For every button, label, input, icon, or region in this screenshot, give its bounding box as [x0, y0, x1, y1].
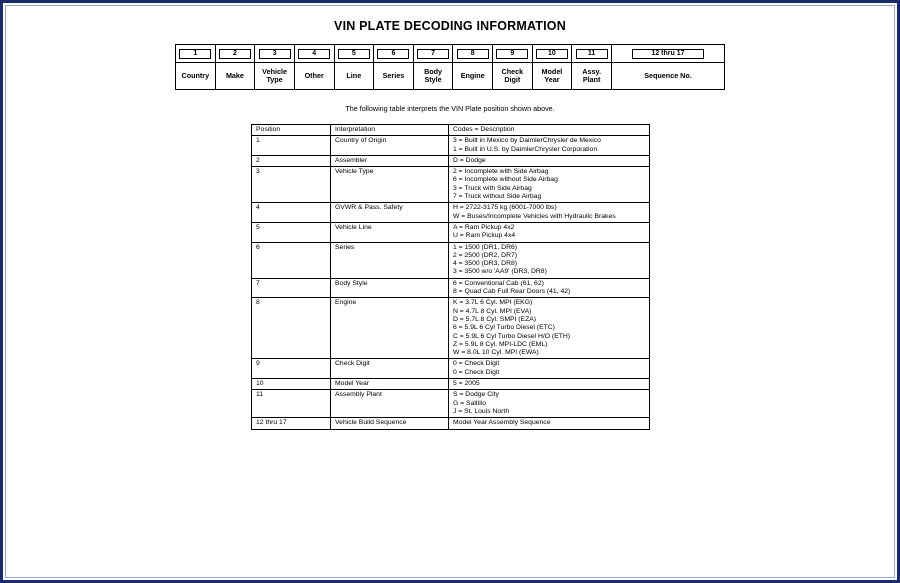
vin-position-name-text: Check Digit — [501, 67, 524, 84]
codes-cell — [449, 379, 650, 390]
vin-position-number: 6 — [377, 49, 409, 59]
codes-cell — [449, 242, 650, 278]
vin-position-number: 9 — [496, 49, 528, 59]
position-cell: 9 — [252, 359, 331, 379]
interpretation-cell: Vehicle Type — [331, 167, 449, 203]
vin-position-name-text: Body Style — [424, 67, 443, 84]
code-line: N = 4.7L 8 Cyl. MPI (EVA) — [453, 307, 532, 315]
vin-position-number: 8 — [457, 49, 489, 59]
code-line: 2 = Incomplete with Side Airbag — [453, 168, 549, 176]
vin-position-name: Make — [215, 63, 255, 90]
codes-cell — [449, 298, 650, 359]
vin-position-number: 11 — [576, 49, 608, 59]
vin-position-number: 4 — [298, 49, 330, 59]
code-line: D = Dodge — [453, 156, 486, 164]
code-line: W = Buses/Incomplete Vehicles with Hydraulic Brakes — [453, 212, 616, 220]
table-row — [252, 136, 650, 156]
vin-position-name: Line — [334, 63, 374, 90]
vin-position-name — [572, 63, 612, 90]
position-cell: 12 thru 17 — [252, 418, 331, 429]
vin-position-number: 2 — [219, 49, 251, 59]
table-row — [252, 379, 650, 390]
code-line: W = 8.0L 10 Cyl. MPI (EWA) — [453, 349, 539, 357]
code-line: Z = 5.9L 8 Cyl. MPI-LDC (EML) — [453, 340, 548, 348]
intro-text: The following table interprets the VIN Plate position shown above. — [345, 104, 555, 113]
vin-position-name-text: Assy. Plant — [582, 67, 601, 84]
vin-decoding-table — [251, 124, 650, 430]
code-line: U = Ram Pickup 4x4 — [453, 232, 516, 240]
table-row — [252, 222, 650, 242]
vin-position-name — [413, 63, 453, 90]
code-line: D = 5.7L 8 Cyl. SMPI (EZA) — [453, 315, 537, 323]
position-cell: 3 — [252, 167, 331, 203]
code-line: 6 = 5.9L 6 Cyl Turbo Diesel (ETC) — [453, 324, 555, 332]
codes-cell — [449, 418, 650, 429]
interpretation-cell: GVWR & Pass. Safety — [331, 203, 449, 223]
vin-position-name-text: Model Year — [541, 67, 563, 84]
vin-position-name — [493, 63, 533, 90]
table-row — [252, 167, 650, 203]
vin-position-number: 7 — [417, 49, 449, 59]
position-cell: 4 — [252, 203, 331, 223]
interpretation-cell: Vehicle Build Sequence — [331, 418, 449, 429]
vin-position-name — [532, 63, 572, 90]
codes-cell — [449, 278, 650, 298]
position-cell: 8 — [252, 298, 331, 359]
vin-position-name: Series — [374, 63, 414, 90]
code-line: 0 = Check Digit — [453, 368, 500, 376]
vin-position-number: 5 — [338, 49, 370, 59]
code-line: Model Year Assembly Sequence — [453, 419, 551, 427]
vin-position-number-row — [176, 45, 725, 63]
table-row — [252, 203, 650, 223]
code-line: 4 = 3500 (DR3, DR8) — [453, 260, 518, 268]
vin-decoding-table-body — [252, 125, 650, 430]
interpretation-cell: Vehicle Line — [331, 222, 449, 242]
code-line: 6 = Conventional Cab (61, 62) — [453, 279, 544, 287]
vin-position-name: Sequence No. — [612, 63, 725, 90]
column-header-codes: Codes = Description — [449, 125, 650, 136]
codes-cell — [449, 155, 650, 166]
vin-position-diagram — [175, 44, 725, 90]
interpretation-cell: Series — [331, 242, 449, 278]
position-cell: 6 — [252, 242, 331, 278]
codes-cell — [449, 390, 650, 418]
table-row — [252, 155, 650, 166]
vin-position-name-text: Vehicle Type — [262, 67, 287, 84]
table-row — [252, 418, 650, 429]
code-line: 2 = 2500 (DR2, DR7) — [453, 251, 518, 259]
position-cell: 5 — [252, 222, 331, 242]
table-row — [252, 390, 650, 418]
vin-position-name-row — [176, 63, 725, 90]
column-header-interpretation: Interpretation — [331, 125, 449, 136]
codes-cell — [449, 203, 650, 223]
vin-position-name: Engine — [453, 63, 493, 90]
table-row — [252, 278, 650, 298]
code-line: 3 = 3500 w/o 'AA9' (DR3, DR8) — [453, 268, 547, 276]
code-line: 5 = 2005 — [453, 380, 480, 388]
table-row — [252, 359, 650, 379]
code-line: H = 2722-3175 kg (6001-7000 lbs) — [453, 204, 557, 212]
code-line: 7 = Truck without Side Airbag — [453, 193, 542, 201]
position-cell: 11 — [252, 390, 331, 418]
code-line: S = Dodge City — [453, 391, 499, 399]
interpretation-cell: Check Digit — [331, 359, 449, 379]
code-line: 1 = 1500 (DR1, DR6) — [453, 243, 518, 251]
table-row — [252, 298, 650, 359]
position-cell: 10 — [252, 379, 331, 390]
code-line: G = Saltillo — [453, 399, 487, 407]
vin-position-number: 1 — [179, 49, 211, 59]
code-line: 3 = Built in Mexico by DaimlerChrysler de Mexico — [453, 137, 601, 145]
code-line: C = 5.9L 6 Cyl Turbo Diesel H/O (ETH) — [453, 332, 571, 340]
position-cell: 2 — [252, 155, 331, 166]
vin-position-name — [255, 63, 295, 90]
codes-cell — [449, 222, 650, 242]
table-header-row — [252, 125, 650, 136]
vin-position-name: Country — [176, 63, 216, 90]
code-line: 3 = Truck with Side Airbag — [453, 184, 532, 192]
code-line: A = Ram Pickup 4x2 — [453, 223, 515, 231]
interpretation-cell: Assembler — [331, 155, 449, 166]
codes-cell — [449, 136, 650, 156]
codes-cell — [449, 167, 650, 203]
interpretation-cell: Country of Origin — [331, 136, 449, 156]
page-title: VIN PLATE DECODING INFORMATION — [334, 19, 566, 33]
table-row — [252, 242, 650, 278]
code-line: 6 = Incomplete without Side Airbag — [453, 176, 558, 184]
code-line: 8 = Quad Cab Full Rear Doors (41, 42) — [453, 288, 571, 296]
codes-cell — [449, 359, 650, 379]
vin-position-number: 10 — [536, 49, 568, 59]
vin-position-number: 3 — [259, 49, 291, 59]
code-line: 0 = Check Digit — [453, 360, 500, 368]
interpretation-cell: Engine — [331, 298, 449, 359]
interpretation-cell: Body Style — [331, 278, 449, 298]
interpretation-cell: Assembly Plant — [331, 390, 449, 418]
vin-position-name: Other — [294, 63, 334, 90]
column-header-position: Position — [252, 125, 331, 136]
code-line: J = St. Louis North — [453, 407, 510, 415]
code-line: K = 3.7L 6 Cyl. MPI (EKG) — [453, 299, 533, 307]
interpretation-cell: Model Year — [331, 379, 449, 390]
vin-position-number: 12 thru 17 — [632, 49, 704, 59]
position-cell: 1 — [252, 136, 331, 156]
position-cell: 7 — [252, 278, 331, 298]
code-line: 1 = Built in U.S. by DaimlerChrysler Corporation — [453, 145, 598, 153]
